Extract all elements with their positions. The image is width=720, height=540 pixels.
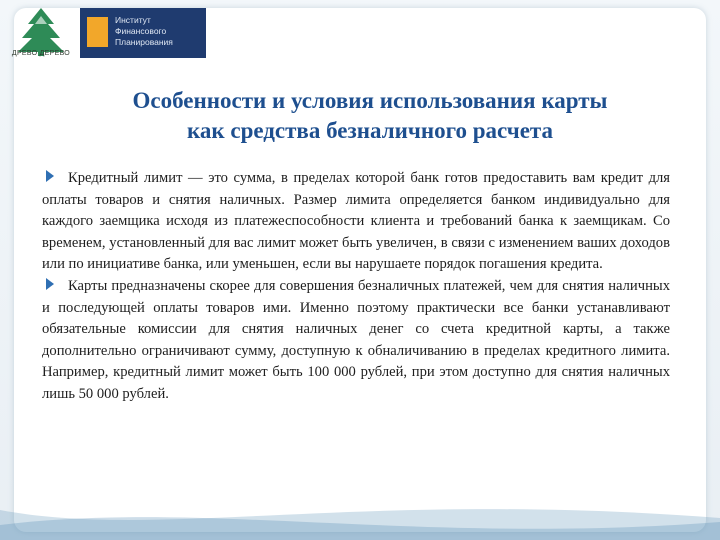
title-line: как средства безналичного расчета — [186, 118, 554, 143]
left-logo-caption: ДРЕВО ДЕРЕВО — [11, 50, 71, 57]
paragraph-credit-limit — [42, 168, 670, 276]
institute-logo-line: Институт — [115, 15, 151, 25]
logo-square-icon — [87, 17, 108, 47]
bullet-arrow-icon — [46, 278, 54, 290]
page-title — [40, 86, 700, 146]
institute-logo — [80, 8, 206, 58]
institute-logo-line: Финансового — [115, 26, 167, 36]
slide-content — [42, 168, 670, 406]
title-line: Особенности и условия использования карты — [132, 88, 608, 113]
bottom-wave-decoration — [0, 470, 720, 540]
paragraph-text: Карты предназначены скорее для совершения безналичных платежей, чем для снятия наличных и последующей оплаты товаров ими. Именно поэтому практически все банки устанавливают обязательные комиссии для снятия наличных денег со счета кредитной карты, а также дополнительно ограничивают сумму, доступную к обналичиванию в пределах кредитного лимита. Например, кредитный лимит может быть 100 000 рублей, при этом доступно для снятия наличных лишь 50 000 рублей. — [42, 277, 670, 402]
paragraph-text: Кредитный лимит — это сумма, в пределах которой банк готов предоставить вам кредит для оплаты товаров и снятия наличных. Размер лимита определяется банком индивидуально для каждого заемщика исходя из платежеспособности клиента и требований банка к заемщикам. Со временем, установленный для вас лимит может быть увеличен, в связи с изменением ваших доходов или по инициативе банка, или уменьшен, если вы нарушаете порядок погашения кредита. — [42, 170, 670, 273]
institute-logo-text — [115, 15, 205, 48]
bullet-arrow-icon — [46, 170, 54, 182]
paragraph-cash-withdrawal — [42, 276, 670, 406]
institute-logo-line: Планирования — [115, 37, 173, 47]
